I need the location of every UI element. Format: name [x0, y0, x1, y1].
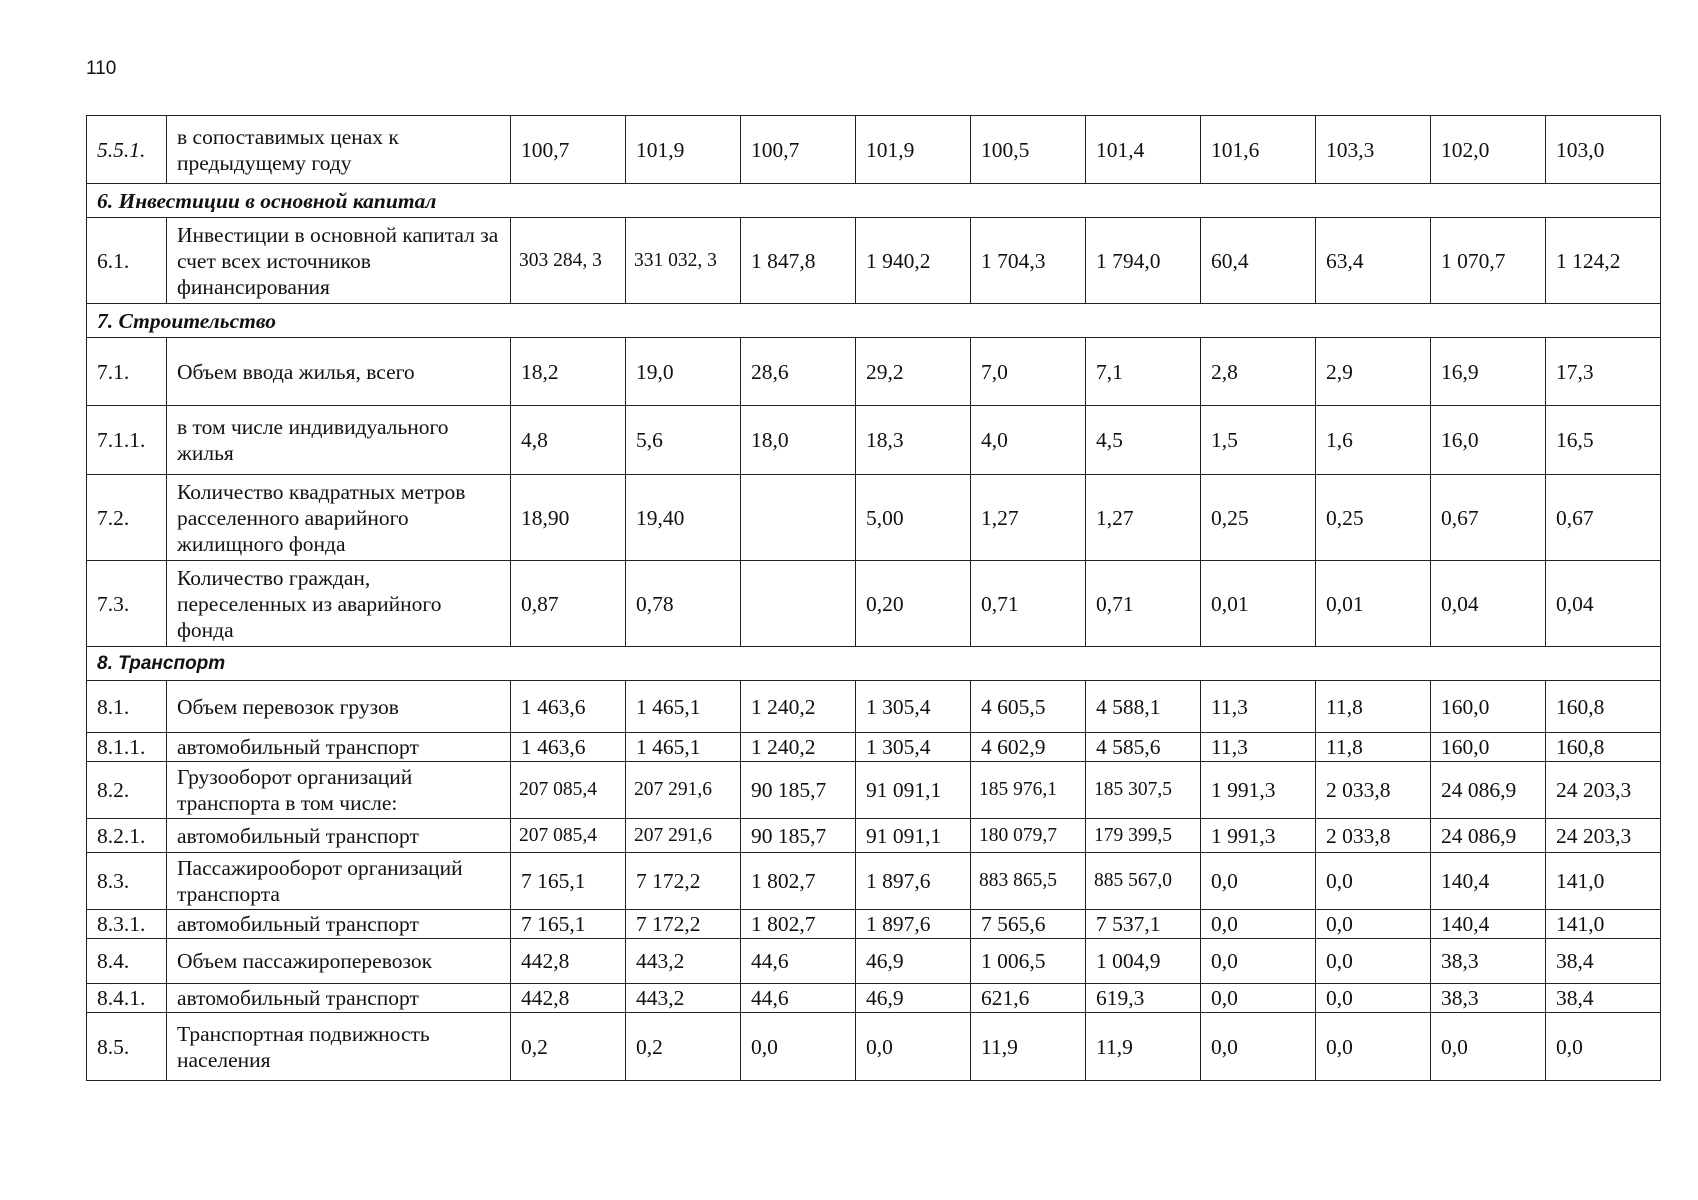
value-cell: 100,5 [971, 116, 1086, 184]
value-cell: 0,0 [1201, 939, 1316, 984]
value-cell: 160,8 [1546, 733, 1661, 762]
table-row [87, 116, 1661, 184]
row-label: Объем ввода жилья, всего [167, 338, 511, 406]
value-cell: 1 991,3 [1201, 762, 1316, 819]
row-index: 8.1. [87, 681, 167, 733]
value-cell: 141,0 [1546, 853, 1661, 910]
row-index: 8.3. [87, 853, 167, 910]
value-cell: 1 124,2 [1546, 218, 1661, 304]
value-cell: 180 079,7 [971, 819, 1086, 853]
value-cell: 11,3 [1201, 733, 1316, 762]
value-cell: 0,67 [1546, 475, 1661, 561]
value-cell: 7,1 [1086, 338, 1201, 406]
row-label: Объем перевозок грузов [167, 681, 511, 733]
value-cell: 0,0 [1201, 910, 1316, 939]
value-cell: 185 307,5 [1086, 762, 1201, 819]
value-cell: 179 399,5 [1086, 819, 1201, 853]
value-cell: 17,3 [1546, 338, 1661, 406]
row-label: в том числе индивидуального жилья [167, 406, 511, 475]
value-cell: 2,9 [1316, 338, 1431, 406]
table-row [87, 218, 1661, 304]
value-cell: 0,0 [1316, 939, 1431, 984]
value-cell: 46,9 [856, 984, 971, 1013]
value-cell: 1 794,0 [1086, 218, 1201, 304]
value-cell: 1 070,7 [1431, 218, 1546, 304]
row-label: автомобильный транспорт [167, 910, 511, 939]
value-cell: 102,0 [1431, 116, 1546, 184]
table-row [87, 681, 1661, 733]
section-header-row [87, 647, 1661, 681]
value-cell: 24 086,9 [1431, 762, 1546, 819]
value-cell: 91 091,1 [856, 762, 971, 819]
value-cell: 7 165,1 [511, 910, 626, 939]
value-cell: 24 203,3 [1546, 819, 1661, 853]
value-cell: 11,8 [1316, 681, 1431, 733]
value-cell: 4,5 [1086, 406, 1201, 475]
value-cell: 185 976,1 [971, 762, 1086, 819]
value-cell: 0,01 [1316, 561, 1431, 647]
value-cell: 2,8 [1201, 338, 1316, 406]
value-cell: 1 802,7 [741, 853, 856, 910]
row-index: 8.2.1. [87, 819, 167, 853]
row-index: 5.5.1. [87, 116, 167, 184]
value-cell: 60,4 [1201, 218, 1316, 304]
table-row [87, 406, 1661, 475]
value-cell: 103,0 [1546, 116, 1661, 184]
row-index: 8.1.1. [87, 733, 167, 762]
value-cell: 0,0 [1316, 910, 1431, 939]
value-cell: 160,0 [1431, 733, 1546, 762]
value-cell: 63,4 [1316, 218, 1431, 304]
value-cell: 619,3 [1086, 984, 1201, 1013]
row-label: Количество граждан, переселенных из аварийного фонда [167, 561, 511, 647]
table-row [87, 475, 1661, 561]
value-cell: 0,0 [1201, 984, 1316, 1013]
value-cell: 1 305,4 [856, 733, 971, 762]
value-cell: 19,40 [626, 475, 741, 561]
value-cell: 0,0 [1201, 853, 1316, 910]
value-cell: 18,2 [511, 338, 626, 406]
value-cell: 1 463,6 [511, 733, 626, 762]
value-cell: 4,0 [971, 406, 1086, 475]
row-label: автомобильный транспорт [167, 984, 511, 1013]
value-cell: 18,90 [511, 475, 626, 561]
value-cell: 0,0 [1201, 1013, 1316, 1081]
value-cell [741, 561, 856, 647]
value-cell: 103,3 [1316, 116, 1431, 184]
value-cell: 1,27 [971, 475, 1086, 561]
row-label: Пассажирооборот организаций транспорта [167, 853, 511, 910]
value-cell: 11,3 [1201, 681, 1316, 733]
section-title: 8. Транспорт [87, 647, 1661, 681]
row-index: 8.5. [87, 1013, 167, 1081]
value-cell: 442,8 [511, 939, 626, 984]
value-cell: 0,0 [856, 1013, 971, 1081]
value-cell: 0,67 [1431, 475, 1546, 561]
value-cell: 7 172,2 [626, 910, 741, 939]
value-cell: 1,6 [1316, 406, 1431, 475]
value-cell: 1 465,1 [626, 681, 741, 733]
value-cell: 0,20 [856, 561, 971, 647]
value-cell: 5,00 [856, 475, 971, 561]
value-cell: 4 588,1 [1086, 681, 1201, 733]
value-cell: 7 172,2 [626, 853, 741, 910]
row-index: 8.3.1. [87, 910, 167, 939]
value-cell: 1 802,7 [741, 910, 856, 939]
value-cell: 38,3 [1431, 939, 1546, 984]
value-cell: 29,2 [856, 338, 971, 406]
value-cell: 1 897,6 [856, 853, 971, 910]
value-cell: 46,9 [856, 939, 971, 984]
row-index: 7.2. [87, 475, 167, 561]
value-cell: 0,2 [511, 1013, 626, 1081]
value-cell: 1 940,2 [856, 218, 971, 304]
row-index: 8.4. [87, 939, 167, 984]
value-cell: 621,6 [971, 984, 1086, 1013]
value-cell [741, 475, 856, 561]
value-cell: 1 704,3 [971, 218, 1086, 304]
row-label: Количество квадратных метров расселенного аварийного жилищного фонда [167, 475, 511, 561]
section-title: 6. Инвестиции в основной капитал [87, 184, 1661, 218]
value-cell: 1 463,6 [511, 681, 626, 733]
value-cell: 44,6 [741, 984, 856, 1013]
value-cell: 160,8 [1546, 681, 1661, 733]
value-cell: 0,25 [1316, 475, 1431, 561]
value-cell: 207 291,6 [626, 762, 741, 819]
row-index: 8.4.1. [87, 984, 167, 1013]
table-body [87, 116, 1661, 1081]
value-cell: 101,9 [626, 116, 741, 184]
value-cell: 0,87 [511, 561, 626, 647]
value-cell: 207 085,4 [511, 819, 626, 853]
value-cell: 7 537,1 [1086, 910, 1201, 939]
value-cell: 442,8 [511, 984, 626, 1013]
value-cell: 883 865,5 [971, 853, 1086, 910]
value-cell: 443,2 [626, 939, 741, 984]
table-row [87, 733, 1661, 762]
value-cell: 1 305,4 [856, 681, 971, 733]
value-cell: 16,9 [1431, 338, 1546, 406]
value-cell: 1 240,2 [741, 681, 856, 733]
value-cell: 2 033,8 [1316, 762, 1431, 819]
value-cell: 11,9 [971, 1013, 1086, 1081]
page-number: 110 [86, 58, 117, 79]
value-cell: 16,5 [1546, 406, 1661, 475]
value-cell: 4 585,6 [1086, 733, 1201, 762]
value-cell: 0,71 [1086, 561, 1201, 647]
value-cell: 7,0 [971, 338, 1086, 406]
value-cell: 4,8 [511, 406, 626, 475]
value-cell: 1 991,3 [1201, 819, 1316, 853]
value-cell: 1 847,8 [741, 218, 856, 304]
value-cell: 0,0 [1431, 1013, 1546, 1081]
value-cell: 0,0 [1316, 984, 1431, 1013]
value-cell: 101,6 [1201, 116, 1316, 184]
value-cell: 91 091,1 [856, 819, 971, 853]
value-cell: 0,71 [971, 561, 1086, 647]
value-cell: 1 465,1 [626, 733, 741, 762]
value-cell: 38,4 [1546, 939, 1661, 984]
value-cell: 0,0 [741, 1013, 856, 1081]
table-row [87, 984, 1661, 1013]
value-cell: 11,8 [1316, 733, 1431, 762]
table-row [87, 819, 1661, 853]
value-cell: 1 897,6 [856, 910, 971, 939]
value-cell: 100,7 [511, 116, 626, 184]
value-cell: 16,0 [1431, 406, 1546, 475]
value-cell: 7 165,1 [511, 853, 626, 910]
table-row [87, 338, 1661, 406]
row-index: 6.1. [87, 218, 167, 304]
value-cell: 38,3 [1431, 984, 1546, 1013]
row-label: Грузооборот организаций транспорта в том числе: [167, 762, 511, 819]
value-cell: 2 033,8 [1316, 819, 1431, 853]
table-row [87, 853, 1661, 910]
value-cell: 90 185,7 [741, 819, 856, 853]
value-cell: 1,5 [1201, 406, 1316, 475]
value-cell: 0,2 [626, 1013, 741, 1081]
value-cell: 0,25 [1201, 475, 1316, 561]
value-cell: 160,0 [1431, 681, 1546, 733]
row-label: в сопоставимых ценах к предыдущему году [167, 116, 511, 184]
value-cell: 1 004,9 [1086, 939, 1201, 984]
value-cell: 19,0 [626, 338, 741, 406]
value-cell: 207 291,6 [626, 819, 741, 853]
section-header-row [87, 304, 1661, 338]
value-cell: 44,6 [741, 939, 856, 984]
value-cell: 90 185,7 [741, 762, 856, 819]
value-cell: 7 565,6 [971, 910, 1086, 939]
value-cell: 443,2 [626, 984, 741, 1013]
row-label: Инвестиции в основной капитал за счет всех источников финансирования [167, 218, 511, 304]
value-cell: 5,6 [626, 406, 741, 475]
row-index: 7.1.1. [87, 406, 167, 475]
value-cell: 24 203,3 [1546, 762, 1661, 819]
value-cell: 0,0 [1546, 1013, 1661, 1081]
value-cell: 207 085,4 [511, 762, 626, 819]
row-index: 7.3. [87, 561, 167, 647]
value-cell: 28,6 [741, 338, 856, 406]
value-cell: 1,27 [1086, 475, 1201, 561]
value-cell: 4 605,5 [971, 681, 1086, 733]
value-cell: 303 284, 3 [511, 218, 626, 304]
value-cell: 0,01 [1201, 561, 1316, 647]
table-row [87, 561, 1661, 647]
section-title: 7. Строительство [87, 304, 1661, 338]
value-cell: 0,78 [626, 561, 741, 647]
row-index: 8.2. [87, 762, 167, 819]
table-row [87, 762, 1661, 819]
section-header-row [87, 184, 1661, 218]
table-row [87, 939, 1661, 984]
row-label: автомобильный транспорт [167, 733, 511, 762]
value-cell: 18,0 [741, 406, 856, 475]
value-cell: 0,0 [1316, 853, 1431, 910]
value-cell: 24 086,9 [1431, 819, 1546, 853]
value-cell: 885 567,0 [1086, 853, 1201, 910]
value-cell: 100,7 [741, 116, 856, 184]
value-cell: 1 006,5 [971, 939, 1086, 984]
value-cell: 101,9 [856, 116, 971, 184]
row-label: Транспортная подвижность населения [167, 1013, 511, 1081]
value-cell: 18,3 [856, 406, 971, 475]
indicators-table [86, 115, 1661, 1081]
row-label: Объем пассажироперевозок [167, 939, 511, 984]
value-cell: 38,4 [1546, 984, 1661, 1013]
value-cell: 11,9 [1086, 1013, 1201, 1081]
table-row [87, 910, 1661, 939]
value-cell: 101,4 [1086, 116, 1201, 184]
row-label: автомобильный транспорт [167, 819, 511, 853]
value-cell: 141,0 [1546, 910, 1661, 939]
value-cell: 331 032, 3 [626, 218, 741, 304]
value-cell: 140,4 [1431, 910, 1546, 939]
row-index: 7.1. [87, 338, 167, 406]
value-cell: 0,0 [1316, 1013, 1431, 1081]
table-row [87, 1013, 1661, 1081]
value-cell: 1 240,2 [741, 733, 856, 762]
value-cell: 140,4 [1431, 853, 1546, 910]
value-cell: 0,04 [1546, 561, 1661, 647]
value-cell: 4 602,9 [971, 733, 1086, 762]
value-cell: 0,04 [1431, 561, 1546, 647]
